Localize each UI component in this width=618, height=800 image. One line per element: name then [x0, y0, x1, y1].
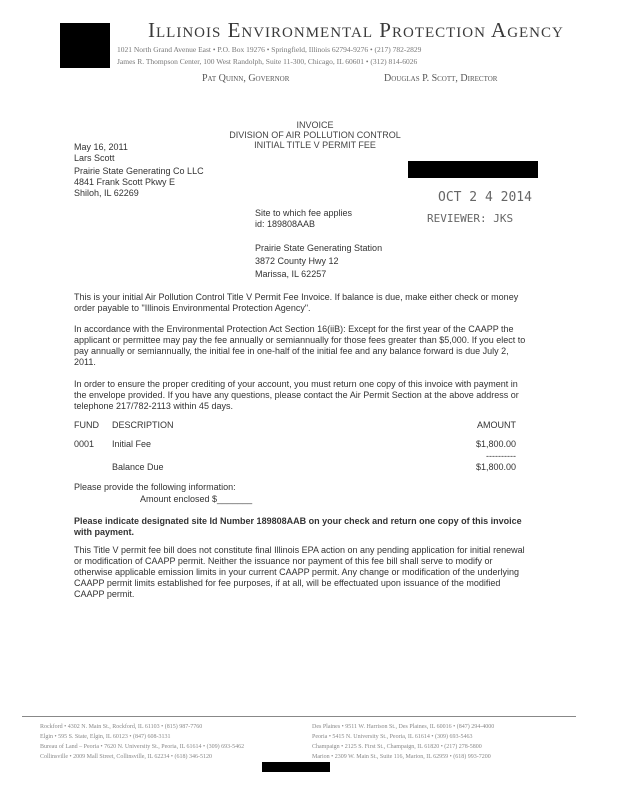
table-row-description: Initial Fee [112, 439, 152, 449]
table-divider: ---------- [486, 451, 516, 461]
footer-office-bol-peoria: Bureau of Land – Peoria • 7620 N. University St., Peoria, IL 61614 • (309) 693-5462 [40, 744, 245, 750]
amount-enclosed: Amount enclosed $_______ [140, 494, 253, 504]
redacted-footer-box [262, 762, 330, 772]
footer-offices-right [312, 722, 574, 762]
footer-office-rockford: Rockford • 4302 N. Main St., Rockford, IL 61103 • (815) 987-7760 [40, 724, 203, 730]
paragraph-section-16: In accordance with the Environmental Protection Act Section 16(iiB): Except for the first year of the CAAPP the applicant or permittee may pay the fee annually or semiannually for those fees greater than $5,000. If you elect to pay annually or semiannually, the initial fee in one-half of the initial fee and any balance forward is due July 2, 2011. [74, 324, 526, 367]
footer-office-elgin: Elgin • 595 S. State, Elgin, IL 60123 • (847) 608-3131 [40, 734, 171, 740]
governor-name: Pat Quinn, Governor [202, 73, 290, 84]
site-street: 3872 County Hwy 12 [255, 256, 339, 266]
provide-info-label: Please provide the following information: [74, 482, 236, 492]
addressee-street: 4841 Frank Scott Pkwy E [74, 177, 176, 187]
table-row-amount: $1,800.00 [475, 439, 516, 449]
site-name: Prairie State Generating Station [255, 243, 383, 253]
footer-offices-left [40, 722, 290, 762]
footer-office-des-plaines: Des Plaines • 9511 W. Harrison St., Des Plaines, IL 60016 • (847) 294-4000 [312, 724, 495, 730]
agency-address-2: James R. Thompson Center, 100 West Randolph, Suite 11-300, Chicago, IL 60601 • (312) 814-6026 [117, 57, 418, 66]
table-row-fund: 0001 [74, 439, 95, 449]
invoice-date: May 16, 2011 [74, 142, 128, 152]
addressee-company: Prairie State Generating Co LLC [74, 166, 204, 176]
disclaimer-paragraph: This Title V permit fee bill does not constitute final Illinois EPA action on any pending application for initial renewal or modification of CAAPP permit. Neither the issuance nor payment of this fee bill shall serve to modify or otherwise applicable emission limits in your current CAAPP permit. Any change or modification of the underlying CAAPP permit limits established for fee purposes, if at all, will be effectuated upon issuance of the modified CAAPP permit. [74, 545, 525, 599]
director-name: Douglas P. Scott, Director [384, 73, 498, 84]
footer-office-peoria: Peoria • 5415 N. University St., Peoria, IL 61614 • (309) 693-5463 [312, 734, 473, 740]
addressee-name: Lars Scott [74, 153, 115, 163]
site-label: Site to which fee applies [255, 208, 353, 218]
site-id: id: 189808AAB [255, 219, 316, 229]
agency-name: Illinois Environmental Protection Agency [148, 18, 564, 42]
indicate-site-id: Please indicate designated site Id Number 189808AAB on your check and return one copy of this invoice with payment. [74, 516, 522, 537]
paragraph-payable: This is your initial Air Pollution Control Title V Permit Fee Invoice. If balance is due, make either check or money order payable to "Illinois Environmental Protection Agency". [74, 292, 519, 313]
title-line-1: INVOICE [296, 120, 334, 130]
reviewer-stamp: REVIEWER: JKS [427, 212, 514, 225]
footer-office-champaign: Champaign • 2125 S. First St., Champaign, IL 61820 • (217) 278-5800 [312, 744, 482, 750]
addressee-block [74, 142, 274, 199]
site-city: Marissa, IL 62257 [255, 269, 327, 279]
title-line-2: DIVISION OF AIR POLLUTION CONTROL [229, 130, 401, 140]
footer-office-marion: Marion • 2309 W. Main St., Suite 116, Marion, IL 62959 • (618) 993-7200 [312, 754, 491, 760]
footer-rule [22, 716, 576, 717]
table-header-fund: FUND [74, 420, 99, 430]
title-line-3: INITIAL TITLE V PERMIT FEE [254, 140, 376, 150]
addressee-city: Shiloh, IL 62269 [74, 188, 139, 198]
paragraph-crediting: In order to ensure the proper crediting of your account, you must return one copy of this invoice with payment in the envelope provided. If you have any questions, please contact the Air Permit Section at the above address or telephone 217/782-2113 within 45 days. [74, 379, 519, 411]
footer-office-collinsville: Collinsville • 2009 Mall Street, Collinsville, IL 62234 • (618) 346-5120 [40, 754, 212, 760]
table-header-description: DESCRIPTION [112, 420, 174, 430]
balance-due-amount: $1,800.00 [475, 462, 516, 472]
balance-due-label: Balance Due [112, 462, 164, 472]
agency-address-1: 1021 North Grand Avenue East • P.O. Box 19276 • Springfield, Illinois 62794-9276 • (217) 782-2829 [117, 45, 422, 54]
redacted-logo [60, 23, 110, 68]
table-header-amount: AMOUNT [477, 420, 516, 430]
redacted-box [408, 161, 538, 178]
received-stamp: OCT 2 4 2014 [438, 190, 532, 205]
site-block [255, 208, 415, 280]
